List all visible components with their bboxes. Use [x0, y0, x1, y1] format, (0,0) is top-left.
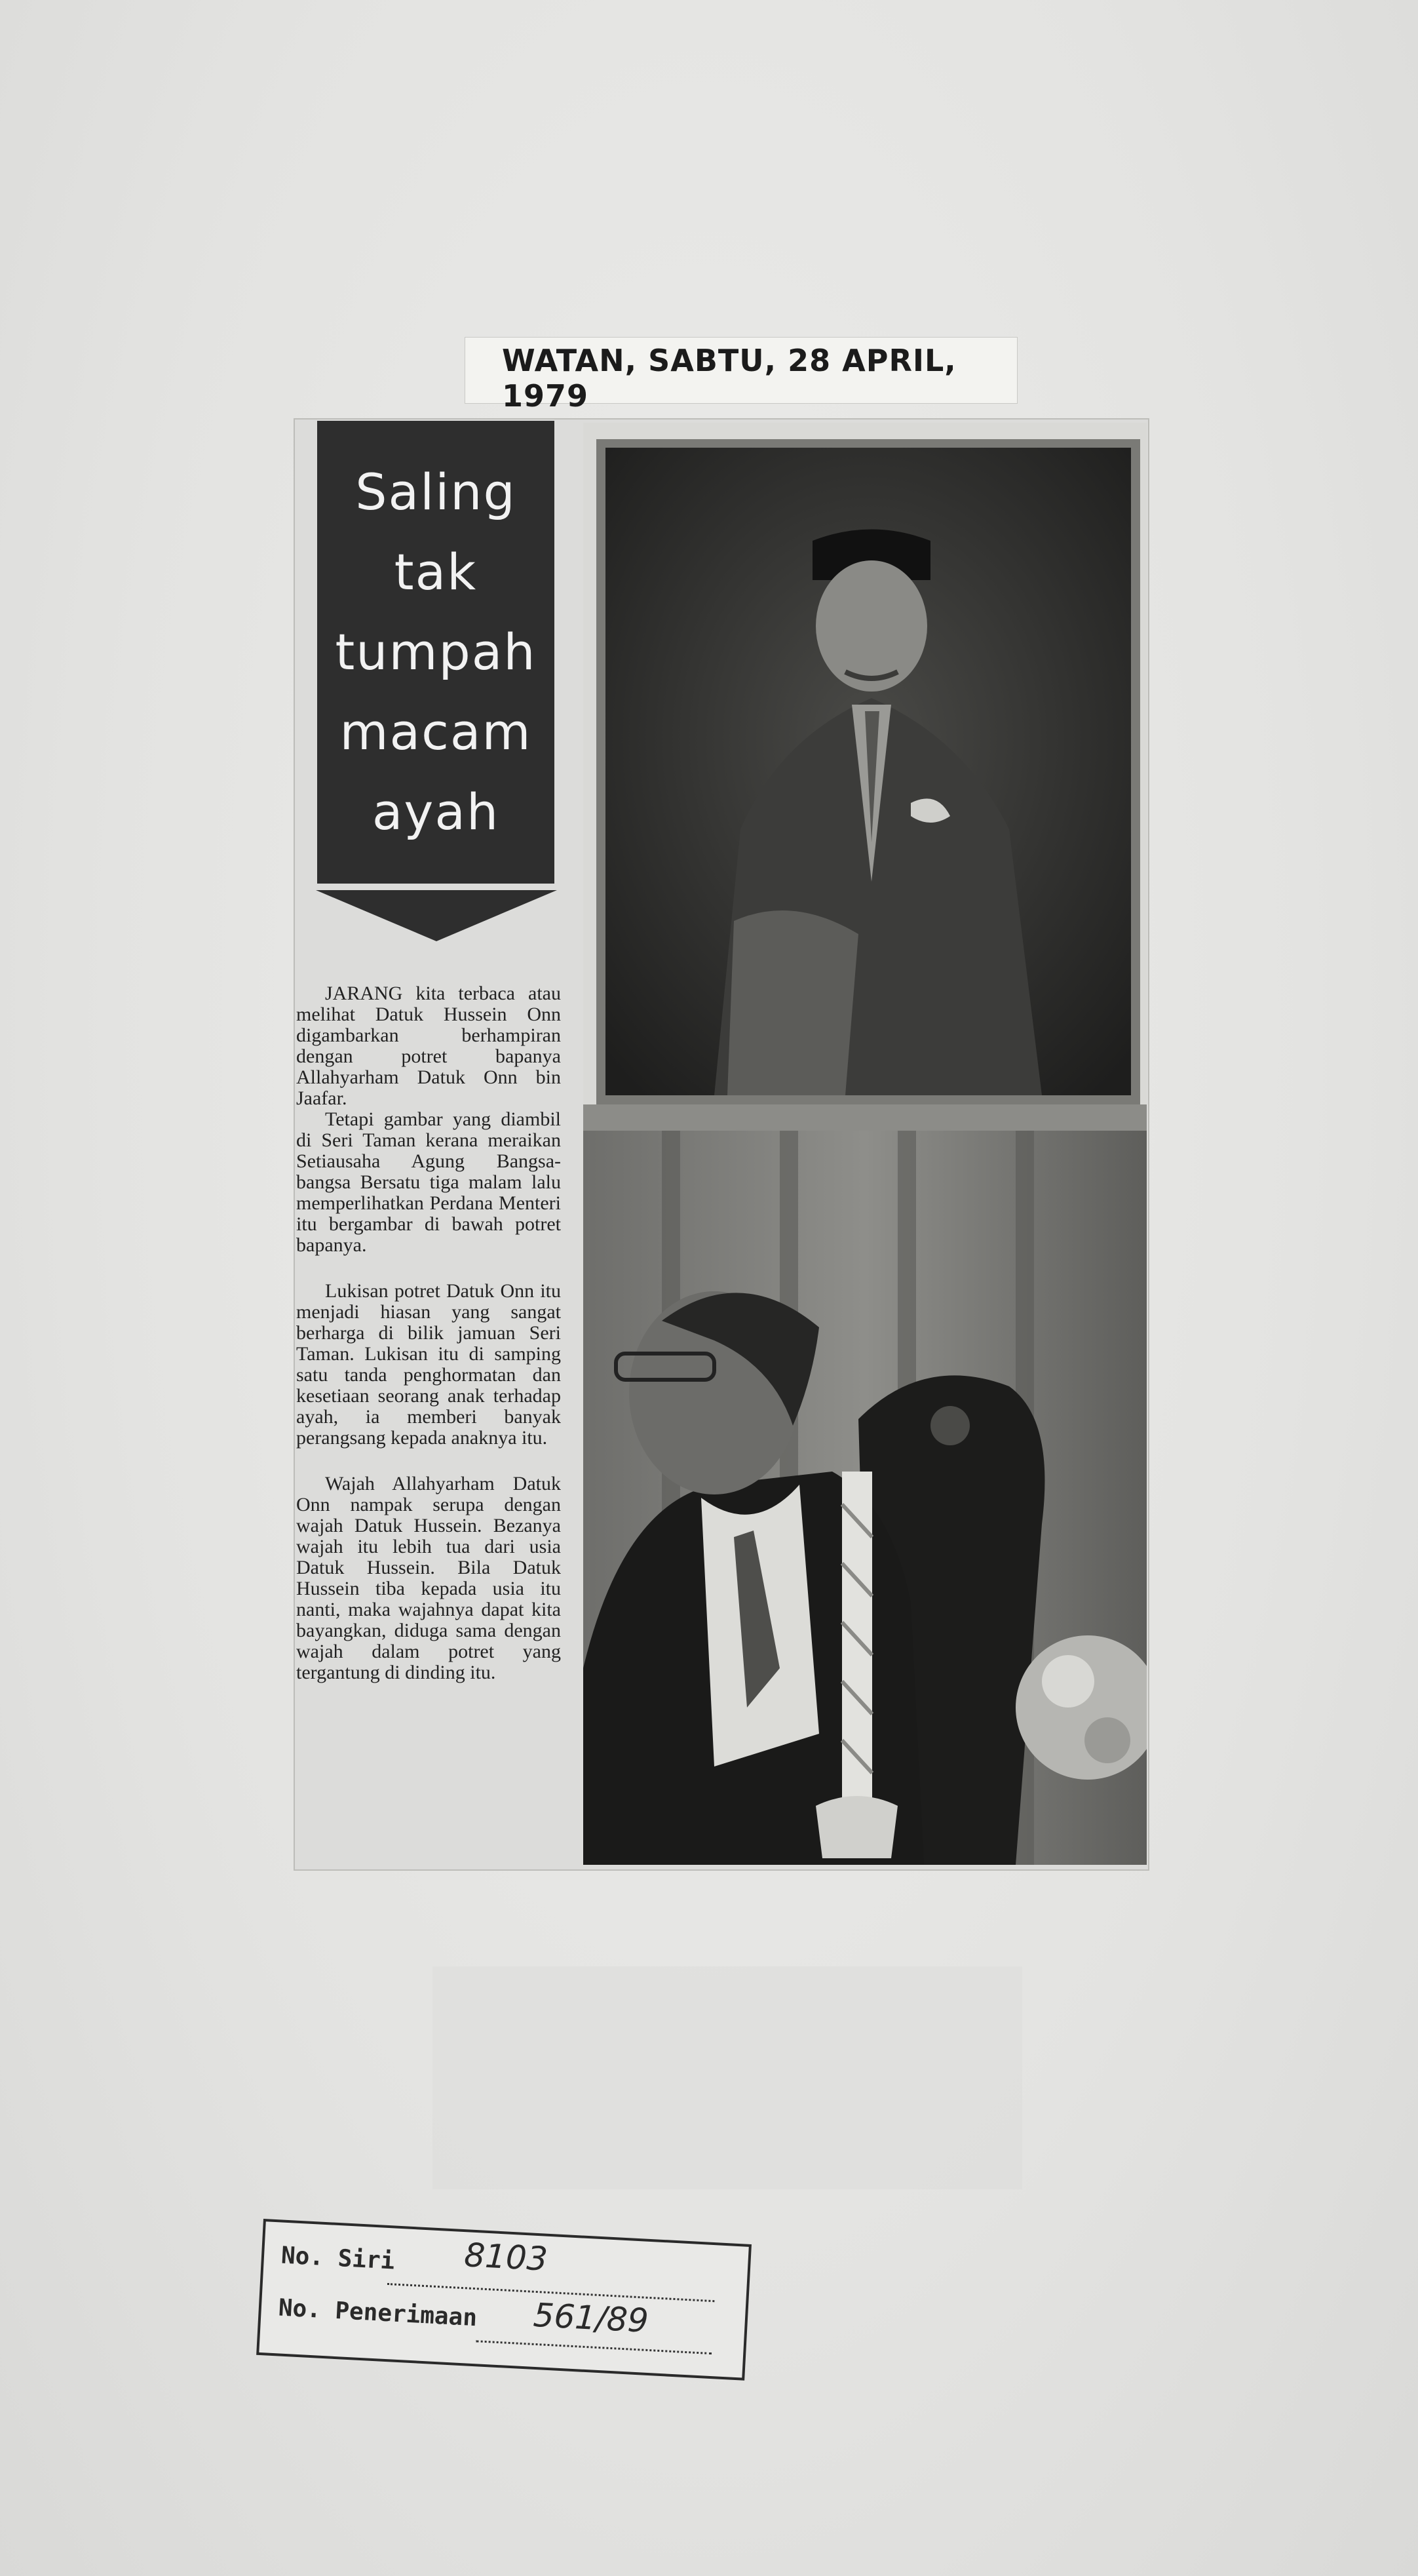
headline-line: tumpah: [335, 623, 537, 681]
article-paragraph: Tetapi gambar yang diambil di Seri Taman kerana meraikan Setiausaha Agung Bangsa-bangsa Bersatu tiga malam lalu memperlihatkan Perdana Menteri itu bergambar di bawah potret bapanya.: [296, 1108, 561, 1256]
article-paragraph: Wajah Allahyarham Datuk Onn nampak serupa dengan wajah Datuk Hussein. Bezanya wajah itu lebih tua dari usia Datuk Hussein. Bila Datuk Hussein tiba kepada usia itu nanti, maka wajahnya dapat kita bayangkan, diduga sama dengan wajah dalam potret yang tergantung di dinding itu.: [296, 1473, 561, 1683]
article-paragraph: Lukisan potret Datuk Onn itu menjadi hiasan yang sangat berharga di bilik jamuan Seri Taman. Lukisan itu di samping satu tanda penghormatan dan kesetiaan seorang anak terhadap ayah, ia memberi banyak perangsang kepada anaknya itu.: [296, 1280, 561, 1449]
siri-handwritten-value: 8103: [463, 2236, 549, 2278]
siri-label: No. Siri: [280, 2242, 396, 2275]
penerimaan-handwritten-value: 561/89: [532, 2295, 650, 2340]
headline-line: macam: [339, 703, 532, 761]
headline-line: Saling: [355, 463, 516, 521]
news-photo: [583, 423, 1147, 1865]
headline-arrow-icon: [316, 890, 557, 941]
portrait-face: [816, 560, 927, 692]
penerimaan-dotted-line: [476, 2340, 712, 2354]
photo-illustration: [583, 423, 1147, 1865]
masthead-text: WATAN, SABTU, 28 APRIL, 1979: [502, 343, 957, 414]
newspaper-masthead-strip: [465, 338, 1017, 414]
archive-stamp: [256, 2219, 752, 2381]
headline-line: tak: [394, 543, 478, 601]
headline-box: [317, 421, 554, 884]
bleed-through-shadow: [432, 1966, 1022, 2189]
article-paragraph: JARANG kita terbaca atau melihat Datuk Hussein Onn digambarkan berhampiran dengan potret bapanya Allahyarham Datuk Onn bin Jaafar.: [296, 983, 561, 1109]
article-body: [296, 983, 561, 1708]
penerimaan-label: No. Penerimaan: [277, 2294, 478, 2332]
headline-line: ayah: [372, 783, 500, 841]
